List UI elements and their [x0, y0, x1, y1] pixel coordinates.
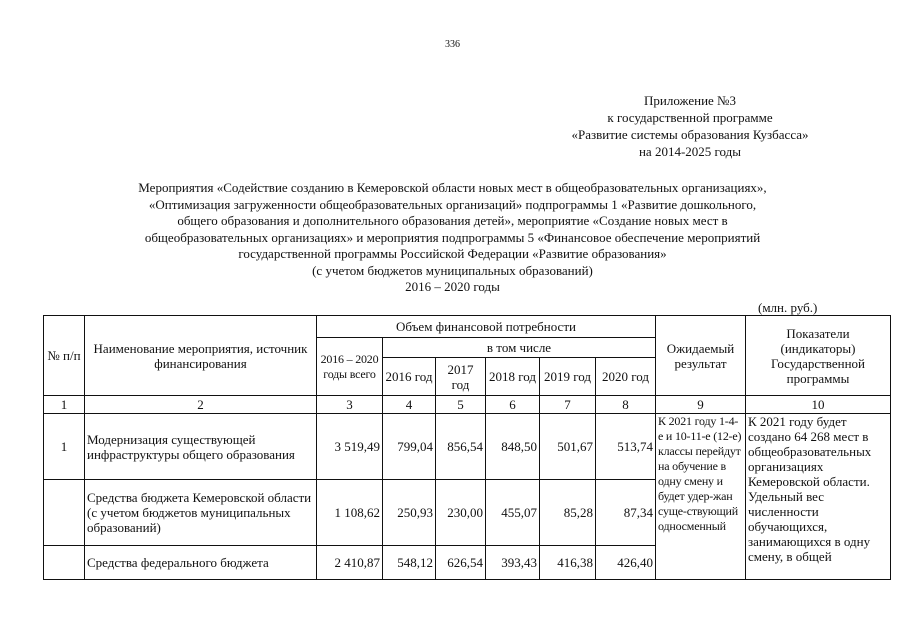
header-year: 2017 год [436, 358, 486, 396]
row-2018: 848,50 [486, 414, 540, 480]
title-line: (с учетом бюджетов муниципальных образований) [312, 262, 593, 278]
document-title [60, 180, 845, 296]
row-2020: 426,40 [596, 546, 656, 580]
units-label: (млн. руб.) [758, 300, 818, 315]
header-num: № п/п [44, 316, 85, 396]
row-name: Средства бюджета Кемеровской области (с учетом бюджетов муниципальных образований) [85, 480, 317, 546]
appendix-line: на 2014-2025 годы [638, 144, 742, 159]
header-year: 2016 год [383, 358, 436, 396]
column-number: 4 [383, 396, 436, 414]
row-2017: 626,54 [436, 546, 486, 580]
column-number: 5 [436, 396, 486, 414]
row-total: 1 108,62 [317, 480, 383, 546]
appendix-line: «Развитие системы образования Кузбасса» [571, 127, 809, 142]
header-result: Ожидаемый результат [656, 316, 746, 396]
row-2016: 799,04 [383, 414, 436, 480]
row-2018: 455,07 [486, 480, 540, 546]
title-line: 2016 – 2020 годы [405, 279, 500, 294]
row-2019: 501,67 [540, 414, 596, 480]
table-row [44, 414, 891, 480]
header-year: 2020 год [596, 358, 656, 396]
title-line: «Оптимизация загруженности общеобразовательных организаций» подпрограммы 1 «Развитие дошкольного, [148, 196, 757, 212]
header-indicators: Показатели (индикаторы) Государственной программы [746, 316, 891, 396]
row-2020: 513,74 [596, 414, 656, 480]
row-total: 3 519,49 [317, 414, 383, 480]
title-line: общеобразовательных организациях» и мероприятия подпрограммы 5 «Финансовое обеспечение мероприятий [144, 229, 761, 245]
header-including: в том числе [383, 338, 656, 358]
column-number: 2 [85, 396, 317, 414]
row-num [44, 480, 85, 546]
column-number: 6 [486, 396, 540, 414]
column-number: 1 [44, 396, 85, 414]
row-name: Модернизация существующей инфраструктуры общего образования [85, 414, 317, 480]
header-year: 2018 год [486, 358, 540, 396]
row-2016: 548,12 [383, 546, 436, 580]
row-num: 1 [44, 414, 85, 480]
column-number: 10 [746, 396, 891, 414]
row-2017: 856,54 [436, 414, 486, 480]
header-total: 2016 – 2020 годы всего [317, 338, 383, 396]
column-numbers-row [44, 396, 891, 414]
page-number: 336 [445, 39, 460, 50]
row-num [44, 546, 85, 580]
row-2017: 230,00 [436, 480, 486, 546]
column-number: 3 [317, 396, 383, 414]
title-line: общего образования и дополнительного образования детей», мероприятие «Создание новых мест в [177, 213, 728, 228]
appendix-line: к государственной программе [607, 110, 773, 125]
expected-result: К 2021 году 1-4-е и 10-11-е (12-е) классы перейдут на обучение в одну смену и будет удер-жан суще-ствующий односменный [656, 414, 746, 580]
title-line: государственной программы Российской Федерации «Развитие образования» [238, 246, 667, 261]
column-number: 8 [596, 396, 656, 414]
indicators-text: К 2021 году будет создано 64 268 мест в общеобразовательных организациях Кемеровской области. Удельный вес численности обучающихся, занимающихся в одну смену, в общей [746, 414, 891, 580]
header-year: 2019 год [540, 358, 596, 396]
row-total: 2 410,87 [317, 546, 383, 580]
header-name: Наименование мероприятия, источник финансирования [85, 316, 317, 396]
appendix-line: Приложение №3 [644, 93, 736, 108]
header-volume: Объем финансовой потребности [317, 316, 656, 338]
appendix-header [540, 92, 840, 160]
row-2020: 87,34 [596, 480, 656, 546]
row-name: Средства федерального бюджета [85, 546, 317, 580]
column-number: 9 [656, 396, 746, 414]
row-2018: 393,43 [486, 546, 540, 580]
row-2016: 250,93 [383, 480, 436, 546]
column-number: 7 [540, 396, 596, 414]
row-2019: 416,38 [540, 546, 596, 580]
title-line: Мероприятия «Содействие созданию в Кемеровской области новых мест в общеобразовательных организациях», [138, 180, 767, 195]
row-2019: 85,28 [540, 480, 596, 546]
funding-table [43, 315, 891, 580]
